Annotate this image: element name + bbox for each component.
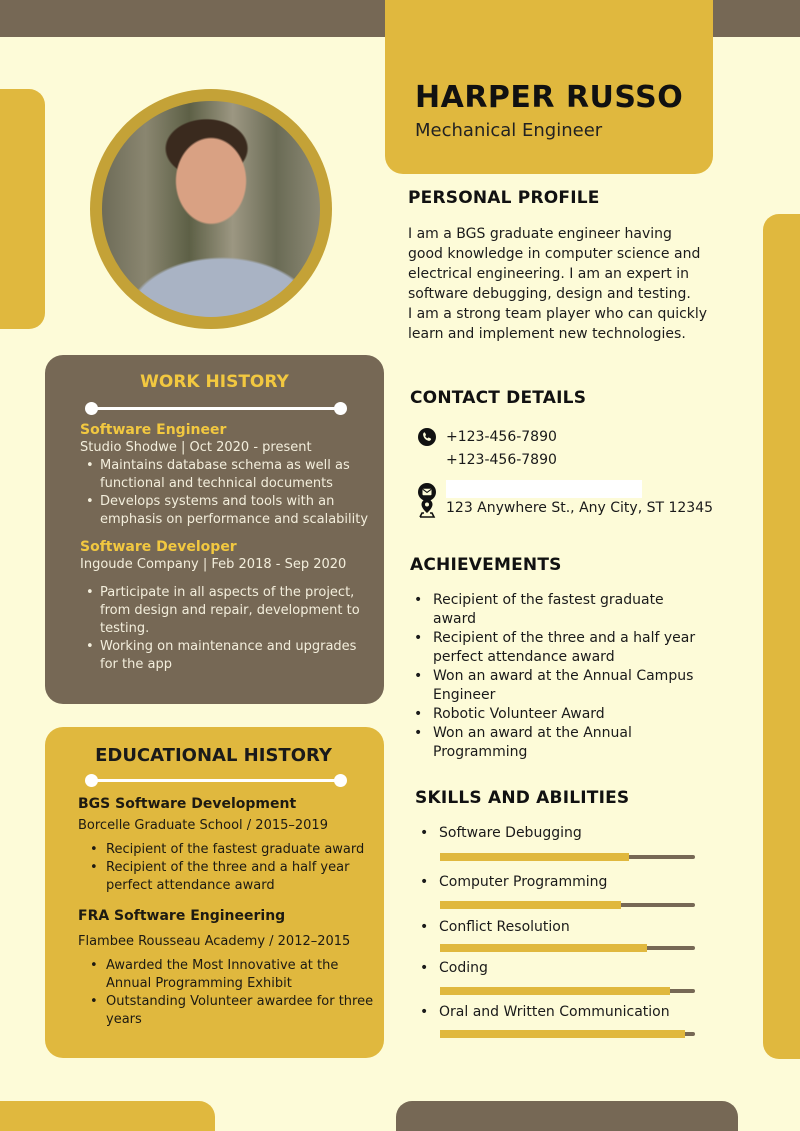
contact-section xyxy=(410,388,740,528)
section-heading: EDUCATIONAL HISTORY xyxy=(95,745,332,766)
list-item: • Awarded the Most Innovative at the Annual Programming Exhibit xyxy=(78,957,384,993)
address-text: 123 Anywhere St., Any City, ST 12345 xyxy=(446,500,714,516)
section-heading: WORK HISTORY xyxy=(140,372,289,392)
job-bullets xyxy=(80,584,384,674)
job-entry-meta: Studio Shodwe | Oct 2020 - present xyxy=(80,440,312,455)
skill-bar-fill xyxy=(440,944,647,952)
job-entry-meta: Ingoude Company | Feb 2018 - Sep 2020 xyxy=(80,557,347,572)
education-entry xyxy=(78,908,384,1029)
education-entry xyxy=(78,796,384,895)
profile-text xyxy=(408,224,738,344)
photo-frame xyxy=(90,89,332,329)
heading-divider xyxy=(85,774,347,788)
education-entry-meta: Borcelle Graduate School / 2015–2019 xyxy=(78,818,328,833)
skill-item xyxy=(415,960,715,976)
education-bullets xyxy=(78,841,384,895)
profile-line: learn and implement new technologies. xyxy=(408,326,686,342)
address-row xyxy=(418,499,713,517)
skill-bar-fill xyxy=(440,901,621,909)
profile-photo xyxy=(102,101,320,317)
skill-item xyxy=(415,919,715,935)
education-card xyxy=(45,727,384,1058)
right-decor-tab xyxy=(763,214,800,1059)
skill-bar xyxy=(440,946,695,950)
section-heading: ACHIEVEMENTS xyxy=(410,555,562,575)
job-entry xyxy=(80,422,384,529)
list-item: • Participate in all aspects of the project, from design and repair, development to testing. xyxy=(80,584,384,638)
profile-line: I am a BGS graduate engineer having xyxy=(408,226,672,242)
location-pin-icon xyxy=(418,499,436,517)
bottom-left-decor xyxy=(0,1101,215,1131)
list-item: • Maintains database schema as well as functional and technical documents xyxy=(80,457,384,493)
phone-icon xyxy=(418,428,436,446)
personal-profile-section xyxy=(408,188,738,344)
skill-bar xyxy=(440,989,695,993)
profile-line: I am a strong team player who can quickly xyxy=(408,306,708,322)
skill-label: • Oral and Written Communication xyxy=(415,1004,715,1020)
list-item: • Working on maintenance and upgrades for the app xyxy=(80,638,384,674)
work-history-card xyxy=(45,355,384,704)
skill-label: • Coding xyxy=(415,960,715,976)
section-heading: PERSONAL PROFILE xyxy=(408,188,600,208)
phone-row xyxy=(418,428,557,446)
job-title: Mechanical Engineer xyxy=(415,120,603,141)
section-heading: SKILLS AND ABILITIES xyxy=(415,788,630,808)
email-address-redacted xyxy=(446,480,642,498)
phone-number-1: +123-456-7890 xyxy=(446,429,557,445)
left-decor-tab xyxy=(0,89,45,329)
job-entry xyxy=(80,539,384,674)
list-item: • Won an award at the Annual Campus Engineer xyxy=(410,667,730,705)
education-entry-title: BGS Software Development xyxy=(78,796,297,812)
achievements-list xyxy=(410,591,730,762)
list-item: • Recipient of the three and a half year perfect attendance award xyxy=(78,859,384,895)
email-row xyxy=(418,477,642,501)
skill-item xyxy=(415,874,715,890)
name-card xyxy=(385,0,713,174)
skill-item xyxy=(415,1004,715,1020)
heading-divider xyxy=(85,402,347,416)
job-bullets xyxy=(80,457,384,529)
skills-section xyxy=(415,788,715,1048)
bottom-mid-decor xyxy=(396,1101,738,1131)
education-bullets xyxy=(78,957,384,1029)
education-entry-meta: Flambee Rousseau Academy / 2012–2015 xyxy=(78,934,351,949)
list-item: • Won an award at the Annual Programming xyxy=(410,724,730,762)
list-item: • Robotic Volunteer Award xyxy=(410,705,730,724)
list-item: • Develops systems and tools with an emphasis on performance and scalability xyxy=(80,493,384,529)
skill-bar xyxy=(440,855,695,859)
phone-row-2 xyxy=(418,452,557,468)
skill-label: • Software Debugging xyxy=(415,825,715,841)
list-item: • Recipient of the three and a half year perfect attendance award xyxy=(410,629,730,667)
profile-line: good knowledge in computer science and xyxy=(408,246,701,262)
profile-line: software debugging, design and testing. xyxy=(408,286,691,302)
education-entry-title: FRA Software Engineering xyxy=(78,908,286,924)
list-item: • Outstanding Volunteer awardee for three years xyxy=(78,993,384,1029)
profile-line: electrical engineering. I am an expert in xyxy=(408,266,689,282)
job-entry-title: Software Developer xyxy=(80,539,237,555)
section-heading: CONTACT DETAILS xyxy=(410,388,587,408)
skill-bar-fill xyxy=(440,1030,685,1038)
skill-item xyxy=(415,825,715,841)
achievements-section xyxy=(410,555,730,762)
job-entry-title: Software Engineer xyxy=(80,422,227,438)
skill-bar xyxy=(440,903,695,907)
skill-bar-fill xyxy=(440,853,629,861)
skill-label: • Conflict Resolution xyxy=(415,919,715,935)
skill-bar xyxy=(440,1032,695,1036)
list-item: • Recipient of the fastest graduate award xyxy=(78,841,384,859)
person-name: HARPER RUSSO xyxy=(415,80,684,115)
skill-label: • Computer Programming xyxy=(415,874,715,890)
list-item: • Recipient of the fastest graduate award xyxy=(410,591,730,629)
phone-number-2: +123-456-7890 xyxy=(446,452,557,468)
skill-bar-fill xyxy=(440,987,670,995)
